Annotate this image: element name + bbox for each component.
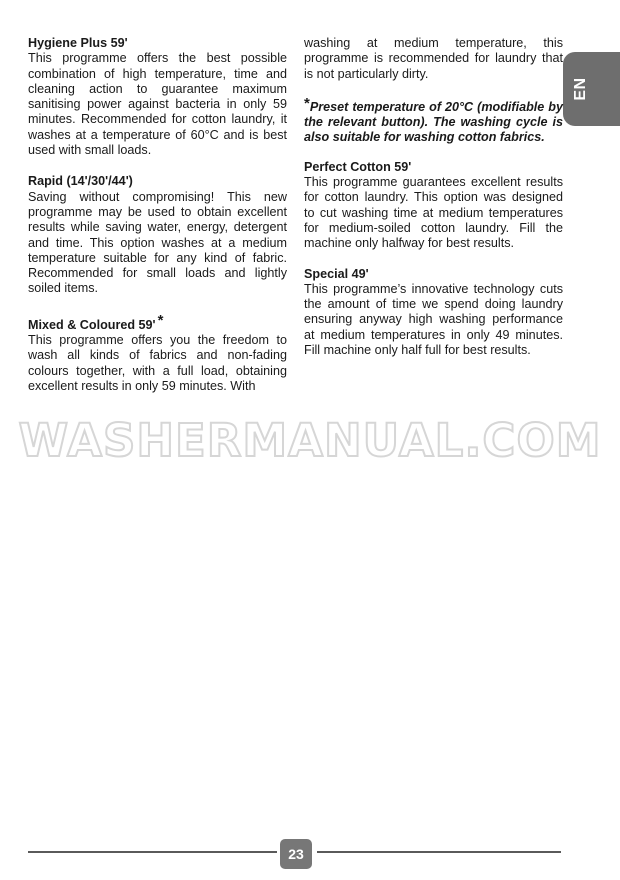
- section-body: This programme offers the best possible combination of high temperature, time and cleaning action to guarantee maximum sanitising power against bacteria in only 59 minutes. Recommended for cotton laundry, it washes at a temperature of 60°C and is best used with small loads.: [28, 51, 287, 158]
- section-title: Rapid (14'/30'/44'): [28, 174, 133, 189]
- section-body: This programme guarantees excellent results for cotton laundry. This option was designed to cut washing time at medium temperatures for medium-soiled cotton laundry. Fill the machine only halfway for best results.: [304, 175, 563, 251]
- section-hygiene-plus: [28, 36, 287, 158]
- section-title: Perfect Cotton 59': [304, 159, 412, 174]
- continued-text: washing at medium temperature, this programme is recommended for laundry that is not particularly dirty.: [304, 36, 563, 81]
- left-column: [28, 36, 287, 394]
- asterisk-marker: *: [157, 311, 164, 329]
- section-body: Saving without compromising! This new programme may be used to obtain excellent results while saving water, energy, detergent and time. This option washes at a medium temperature suitable for any kind of fabric. Recommended for small loads and lightly soiled items.: [28, 189, 287, 296]
- footnote: [304, 96, 563, 146]
- section-body: This programme’s innovative technology cuts the amount of time we spend doing laundry ensuring anyway high washing performance at medium temperatures in only 49 minutes. Fill machine only half full for best results.: [304, 281, 563, 358]
- footer-rule-right: [317, 851, 561, 853]
- language-tab-label: EN: [572, 77, 589, 101]
- watermark: WASHERMANUAL.COM: [18, 414, 602, 467]
- section-special: [304, 267, 563, 359]
- section-title: Hygiene Plus 59': [28, 36, 128, 50]
- footer-rule-left: [28, 851, 277, 853]
- section-title-row: [28, 313, 287, 333]
- section-body: This programme offers you the freedom to wash all kinds of fabrics and non-fading colours together, with a full load, obtaining excellent results in only 59 minutes. With: [28, 333, 287, 393]
- language-tab: [563, 52, 620, 126]
- footnote-text: Preset temperature of 20°C (modifiable by the relevant button). The washing cycle is also suitable for washing cotton fabrics.: [304, 99, 563, 145]
- asterisk-marker: *: [304, 94, 310, 112]
- section-mixed-coloured: [28, 313, 287, 394]
- right-column: [304, 36, 563, 358]
- page-number: 23: [280, 839, 312, 869]
- section-rapid: [28, 174, 287, 296]
- section-perfect-cotton: [304, 160, 563, 252]
- section-title: Mixed & Coloured 59': [28, 317, 156, 332]
- section-title: Special 49': [304, 266, 369, 281]
